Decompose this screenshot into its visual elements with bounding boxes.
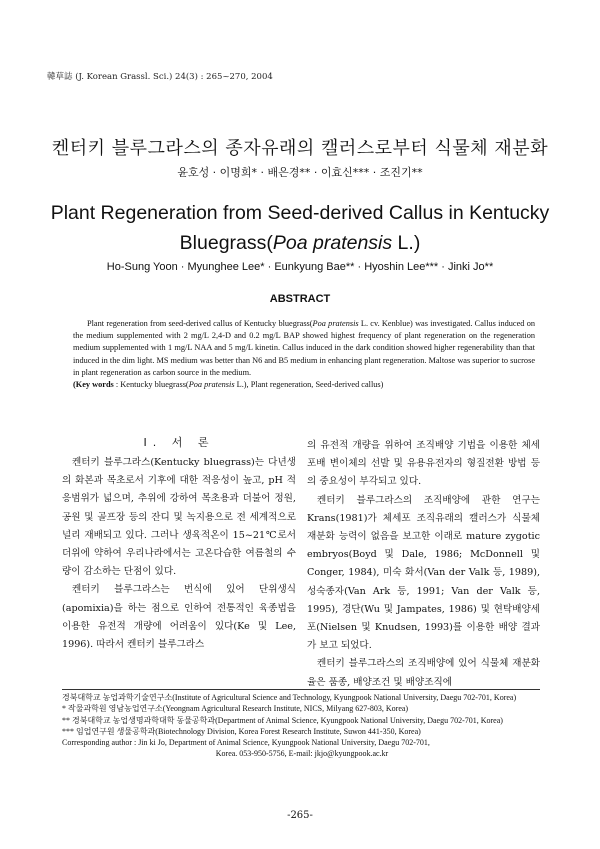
abstract-text bbox=[73, 318, 535, 379]
abstract-species: Poa pratensis bbox=[312, 319, 359, 328]
key-words bbox=[73, 379, 535, 391]
footnote: 경북대학교 농업과학기술연구소(Institute of Agricultural Science and Technology, Kyungpook National University, Daegu 702-701, Korea) bbox=[62, 693, 517, 702]
abstract-text-pre: Plant regeneration from seed-derived callus of Kentucky bluegrass( bbox=[87, 319, 313, 328]
key-words-colon: : bbox=[113, 380, 121, 390]
paragraph: 켄터키 블루그라스의 조직배양에 관한 연구는 Krans(1981)가 체세포 조직유래의 캘러스가 식물체 재분화 능력이 없음을 보고한 이래로 mature zygotic embryos(Boyd 및 Dale, 1986; McDonnell 및 Conger, 1984), 미숙 화서(Van der Valk 등, 1989), 성숙종자(Van Ark 등, 1991; Van der Valk 등, 1995), 경단(Wu 및 Jampates, 1986) 및 현탁배양세포(Nielsen 및 Knudsen, 1993)를 이용한 배양 결과가 보고 되었다. bbox=[307, 494, 540, 652]
key-words-post: L.), Plant regeneration, Seed-derived callus) bbox=[234, 380, 384, 390]
footnote: * 작물과학원 영남농업연구소(Yeongnam Agricultural Research Institute, NICS, Milyang 627-803, Korea) bbox=[62, 704, 409, 714]
key-words-species: Poa pratensis bbox=[188, 380, 235, 390]
page-number: -265- bbox=[287, 810, 313, 821]
paragraph: 켄터키 블루그라스의 조직배양에 있어 식물체 재분화율은 품종, 배양조건 및 배양조직에 bbox=[307, 658, 540, 688]
footnote-divider bbox=[62, 689, 540, 690]
footnotes bbox=[62, 692, 542, 760]
key-words-label: (Key words bbox=[73, 380, 114, 390]
authors-korean: 윤호성 · 이명희* · 배은경** · 이효신*** · 조진기** bbox=[177, 166, 423, 179]
journal-citation: 韓草誌 (J. Korean Grassl. Sci.) 24(3) : 265~270, 2004 bbox=[47, 72, 273, 82]
paragraph: 켄터키 블루그라스는 번식에 있어 단위생식(apomixia)을 하는 점으로 인하여 전통적인 육종법을 이용한 유전적 개량에 어려움이 있다(Ke 및 Lee, 1996). 따라서 켄터키 블루그라스 bbox=[62, 584, 296, 651]
title-english bbox=[40, 198, 560, 258]
section-heading-introduction: Ⅰ. 서 론 bbox=[143, 436, 215, 449]
title-english-part1: Plant Regeneration from Seed-derived Callus in Kentucky Bluegrass( bbox=[50, 202, 550, 254]
footnote: ** 경북대학교 농업생명과학대학 동물공학과(Department of Animal Science, Kyungpook National University, Daegu 702-701, Korea) bbox=[62, 715, 503, 725]
title-korean: 켄터키 블루그라스의 종자유래의 캘러스로부터 식물체 재분화 bbox=[51, 138, 549, 159]
authors-english: Ho-Sung Yoon · Myunghee Lee* · Eunkyung Bae** · Hyoshin Lee*** · Jinki Jo** bbox=[106, 261, 494, 273]
left-column bbox=[62, 454, 296, 654]
footnote-contact: Korea. 053-950-5756, E-mail: jkjo@kyungpook.ac.kr bbox=[215, 749, 389, 759]
abstract-body bbox=[73, 318, 535, 391]
footnote-corresponding: Corresponding author : Jin ki Jo, Department of Animal Science, Kyungpook National University, Daegu 702-701, bbox=[62, 738, 430, 748]
paragraph: 의 유전적 개량을 위하여 조직배양 기법을 이용한 체세포배 변이체의 선발 및 유용유전자의 형질전환 방법 등의 중요성이 부각되고 있다. bbox=[307, 440, 540, 488]
title-english-part2: L.) bbox=[392, 232, 421, 254]
abstract-text-post: L. cv. Kenblue) was investigated. Callus induced on the medium supplemented with 2 mg/L 2,4-D and 0.2 mg/L BAP showed highest frequency of plant regeneration on the regeneration medium supplemented with 1 mg/L NAA and 5 mg/L kinetin. Callus induced in the dark condition showed higher regenerability than that induced in the dim light. MS medium was better than N6 and B5 medium in enhancing plant regeneration. Maltose was superior to sucrose in plant regeneration as carbon source in the medium. bbox=[73, 319, 535, 377]
title-english-species: Poa pratensis bbox=[272, 232, 393, 254]
footnote: *** 임업연구원 생물공학과(Biotechnology Division, Korea Forest Research Institute, Suwon 441-350, Korea) bbox=[62, 726, 421, 736]
right-column bbox=[307, 437, 540, 692]
paragraph: 켄터키 블루그라스(Kentucky bluegrass)는 다년생의 화본과 목초로서 기후에 대한 적응성이 높고, pH 적응범위가 넓으며, 추위에 강하여 목초용과 더불어 정원, 공원 및 골프장 등의 잔디 및 녹지용으로 전 세계적으로 널리 재배되고 있다. 그러나 생육적온이 15~21℃로서 더위에 약하여 우리나라에서는 고온다습한 여름철의 수량이 감소하는 단점이 있다. bbox=[62, 457, 296, 578]
abstract-heading: ABSTRACT bbox=[269, 293, 331, 305]
key-words-pre: Kentucky bluegrass( bbox=[120, 380, 189, 390]
